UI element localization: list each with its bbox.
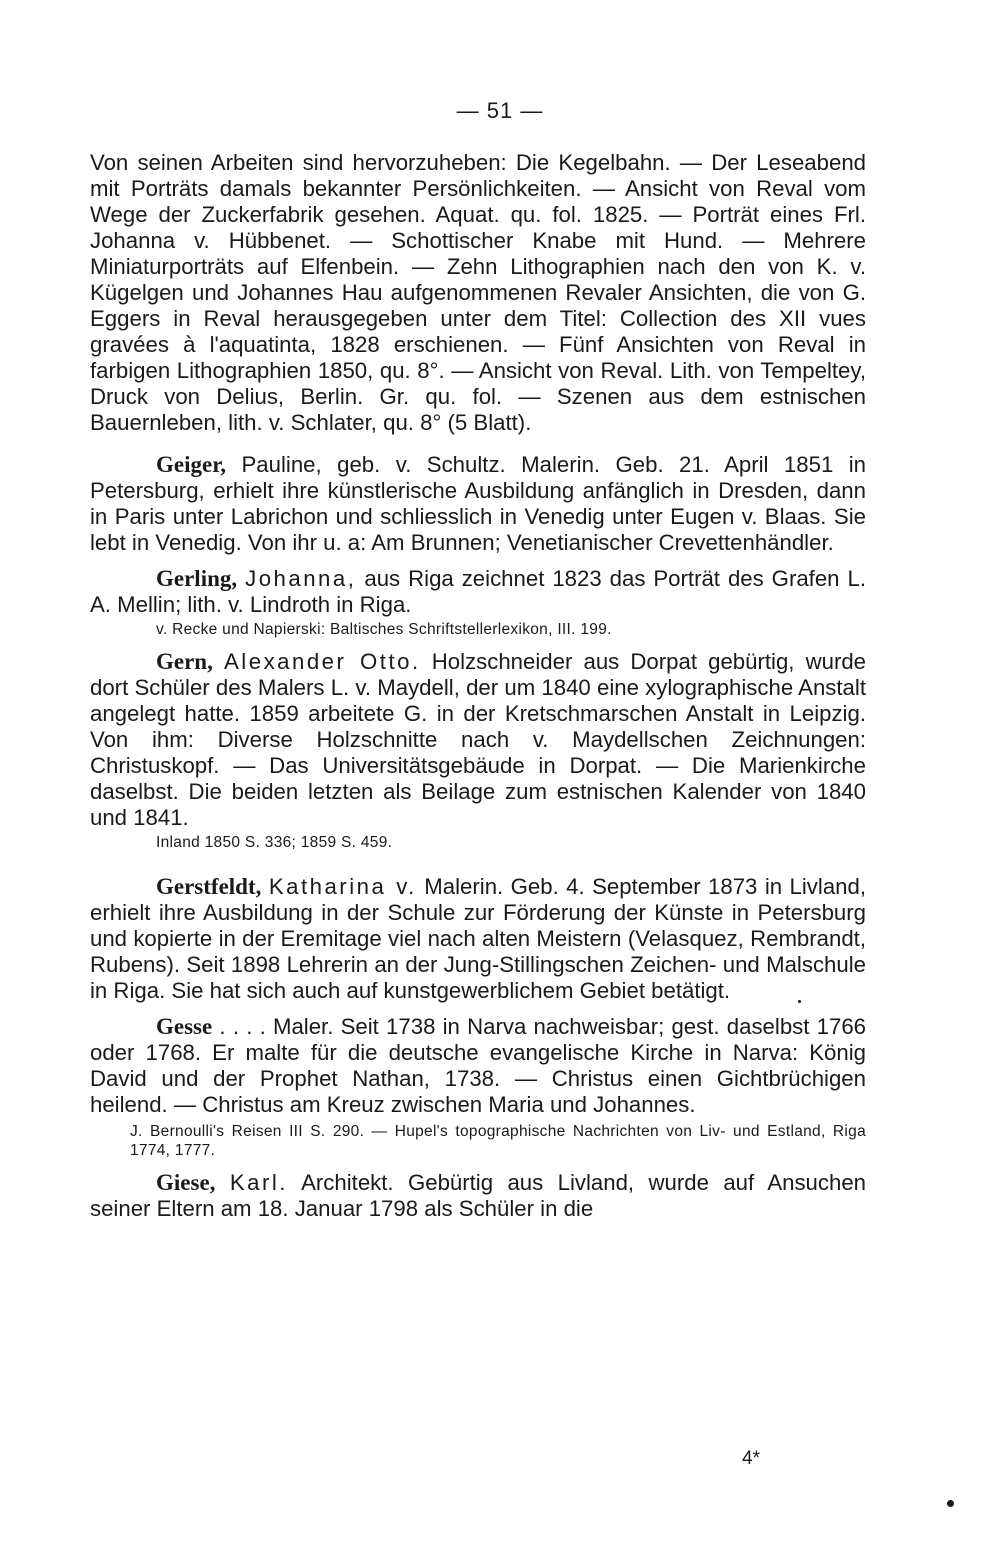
entry-text: Architekt. Gebürtig aus Livland, wurde auf Ansuchen seiner Eltern am 18. Januar 1798 als Schüler in die — [90, 1170, 867, 1221]
entry-reference: J. Bernoulli's Reisen III S. 290. — Hupel's topographische Nachrichten von Liv- und Estland, Riga 1774, 1777. — [130, 1123, 866, 1159]
sheet-signature: 4* — [742, 1448, 760, 1469]
entry-given-name: Pauline, — [241, 452, 322, 477]
entry-giese — [90, 1170, 866, 1222]
entry-given-name: Katharina v. — [268, 874, 417, 899]
entry-given-name: Karl. — [229, 1170, 288, 1195]
entry-text: Malerin. Geb. 4. September 1873 in Livland, erhielt ihre Ausbildung in der Schule zur Förderung der Künste in Petersburg und kopierte in der Eremitage viel nach alten Meistern (Velasquez, Rembrandt, Rubens). Seit 1898 Lehrerin an der Jung-Stillingschen Zeichen- und Malschule in Riga. Sie hat sich auch auf kunstgewerblichem Gebiet betätigt. — [90, 874, 866, 1003]
print-speck — [798, 1000, 801, 1003]
entry-text: geb. v. Schultz. Malerin. Geb. 21. April 1851 in Petersburg, erhielt ihre künstlerische Ausbildung anfänglich in Dresden, dann in Paris unter Labrichon und schliesslich in Venedig unter Eugen v. Blaas. Sie lebt in Venedig. Von ihr u. a: Am Brunnen; Venetianischer Crevettenhändler. — [90, 452, 866, 555]
entry-surname: Gesse — [156, 1014, 213, 1039]
entry-gerstfeldt — [90, 874, 866, 1004]
entry-gesse — [90, 1014, 866, 1118]
entry-geiger — [90, 452, 866, 556]
entry-gerling — [90, 566, 866, 618]
page-number: — 51 — — [456, 98, 544, 123]
entry-reference: Inland 1850 S. 336; 1859 S. 459. — [156, 834, 393, 851]
entry-gern — [90, 649, 866, 831]
print-speck — [947, 1500, 954, 1507]
entry-given-name: Alexander Otto. — [224, 649, 421, 674]
entry-surname: Geiger, — [156, 452, 227, 477]
entry-surname: Gerling, — [156, 566, 238, 591]
entry-surname: Gern, — [156, 649, 213, 674]
entry-text: aus Riga zeichnet 1823 das Porträt des Grafen L. A. Mellin; lith. v. Lindroth in Riga. — [90, 566, 866, 617]
entry-text: Holzschneider aus Dorpat gebürtig, wurde dort Schüler des Malers L. v. Maydell, der um 1840 eine xylographische Anstalt angelegt hatte. 1859 arbeitete G. in der Kretschmarschen Anstalt in Leipzig. Von ihm: Diverse Holzschnitte nach v. Maydellschen Zeichnungen: Christuskopf. — Das Universitätsgebäude in Dorpat. — Die Marienkirche daselbst. Die beiden letzten als Beilage zum estnischen Kalender von 1840 und 1841. — [90, 649, 867, 830]
entry-surname: Gerstfeldt, — [156, 874, 262, 899]
text-column — [90, 150, 866, 1222]
intro-paragraph: Von seinen Arbeiten sind hervorzuheben: Die Kegelbahn. — Der Leseabend mit Porträts damals bekannter Persönlichkeiten. — Ansicht von Reval vom Wege der Zuckerfabrik gesehen. Aquat. qu. fol. 1825. — Porträt eines Frl. Johanna v. Hübbenet. — Schottischer Knabe mit Hund. — Mehrere Miniaturporträts auf Elfenbein. — Zehn Lithographien nach den von K. v. Kügelgen und Johannes Hau aufgenommenen Revaler Ansichten, die von G. Eggers in Reval herausgegeben unter dem Titel: Collection des XII vues gravées à l'aquatinta, 1828 erschienen. — Fünf Ansichten von Reval in farbigen Lithographien 1850, qu. 8°. — Ansicht von Reval. Lith. von Tempeltey, Druck von Delius, Berlin. Gr. qu. fol. — Szenen aus dem estnischen Bauernleben, lith. v. Schlater, qu. 8° (5 Blatt). — [90, 150, 866, 435]
entry-given-name: Johanna, — [245, 566, 357, 591]
entry-surname: Giese, — [156, 1170, 216, 1195]
entry-text: . . . . Maler. Seit 1738 in Narva nachweisbar; gest. daselbst 1766 oder 1768. Er malte für die deutsche evangelische Kirche in Narva: König David und der Prophet Nathan, 1738. — Christus einen Gichtbrüchigen heilend. — Christus am Kreuz zwischen Maria und Johannes. — [90, 1014, 866, 1117]
entry-reference: v. Recke und Napierski: Baltisches Schriftstellerlexikon, III. 199. — [156, 621, 612, 638]
